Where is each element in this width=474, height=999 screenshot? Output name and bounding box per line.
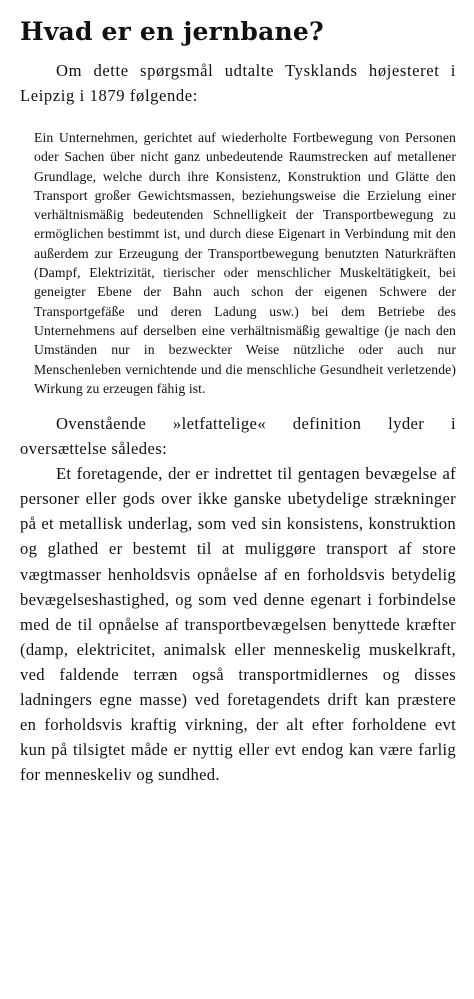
danish-translation-paragraph: Et foretagende, der er indrettet til gentagen bevægelse af personer eller gods over ikke ganske ubetydelige strækninger på et metallisk underlag, som ved sin konsistens, konstruktion og glathed er bestemt til at muliggøre transport af store vægtmasser henholdsvis opnåelse af en forholdsvis betydelig bevægelseshastighed, og som ved denne egenart i forbindelse med de til opnåelse af transportbevægelsen benyttede kræfter (damp, elektricitet, animalsk eller menneskelig muskelkraft, ved faldende terræn også transportmidlernes og disses ladningers egne masse) ved foretagendets drift kan præstere en forholdsvis kraftig virkning, der alt efter forholdene evt kun på tilsigtet måde er nyttig eller evt endog kan være farlig for menneskeliv og sundhed. [20,464,456,785]
intro-paragraph: Om dette spørgsmål udtalte Tysklands højesteret i Leipzig i 1879 følgende: [20,61,456,105]
document-page [20,14,456,787]
transition-paragraph: Ovenstående »letfattelige« definition lyder i oversættelse således: [20,414,456,459]
german-quote-paragraph: Ein Unternehmen, gerichtet auf wiederholte Fortbewegung von Personen oder Sachen über nicht ganz unbedeutende Raumstrecken auf metallener Grundlage, welche durch ihre Konsistenz, Konstruktion und Glätte den Transport großer Gewichtsmassen, beziehungsweise die Erzielung einer verhältnismäßig bedeutenden Schnelligkeit der Transportbewegung zu ermöglichen bestimmt ist, und durch diese Eigenart in Verbindung mit den außerdem zur Erzeugung der Transportbewegung benutzten Naturkräften (Dampf, Elektrizität, tierischer oder menschlicher Muskeltätigkeit, bei geneigter Ebene der Bahn auch schon der eigenen Schwere der Transportgefäße und deren Ladung usw.) bei dem Betriebe des Unternehmens auf derselben eine verhältnismäßig gewaltige (je nach den Umständen nur in bezweckter Weise nützliche oder auch nur Menschenleben vernichtende und die menschliche Gesundheit verletzende) Wirkung zu erzeugen fähig ist. [34,130,456,396]
page-title: Hvad er en jernbane? [20,17,324,46]
